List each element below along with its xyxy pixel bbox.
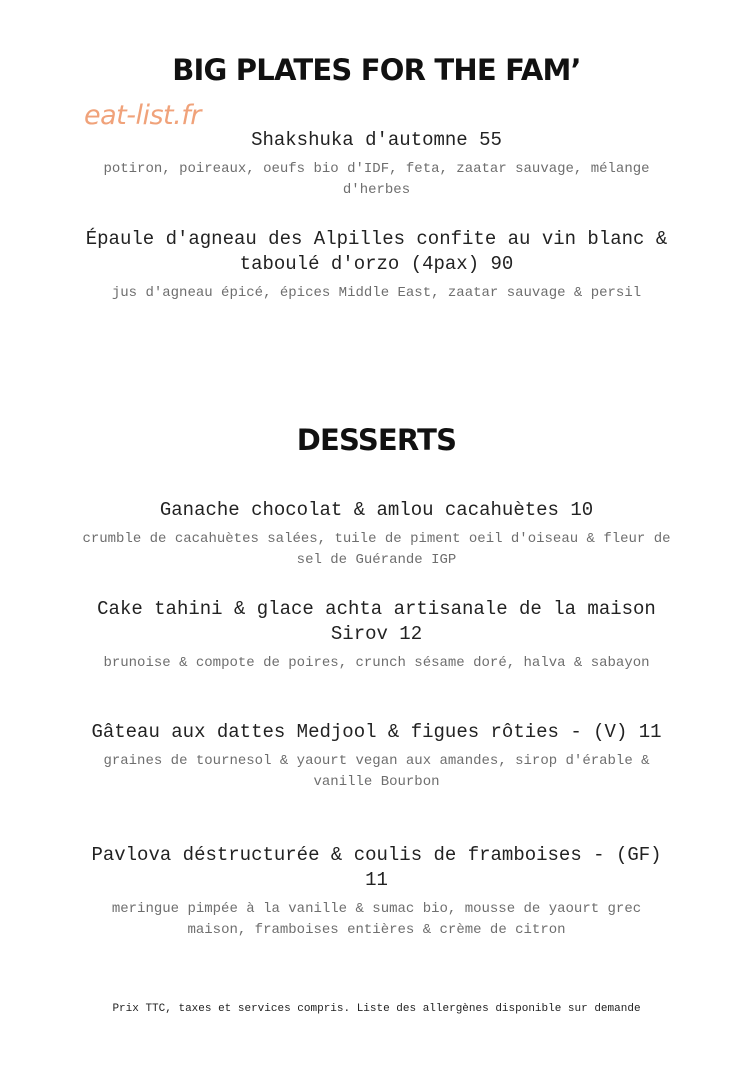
menu-item-name: Ganache chocolat & amlou cacahuètes 10: [159, 499, 594, 521]
menu-item-name: Cake tahini & glace achta artisanale de la maison Sirov 12: [97, 598, 656, 645]
menu-item: [80, 227, 673, 304]
menu-item-description: crumble de cacahuètes salées, tuile de piment oeil d'oiseau & fleur de sel de Guérande IGP: [82, 531, 671, 568]
watermark-logo: eat-list.fr: [84, 100, 201, 131]
menu-item: [80, 843, 673, 941]
menu-item-name: Pavlova déstructurée & coulis de framboises - (GF) 11: [91, 844, 662, 891]
menu-item-name: Gâteau aux dattes Medjool & figues rôties - (V) 11: [91, 721, 662, 743]
menu-item-name: Épaule d'agneau des Alpilles confite au vin blanc & taboulé d'orzo (4pax) 90: [85, 228, 668, 275]
section-title-big-plates: BIG PLATES FOR THE FAM’: [172, 53, 581, 87]
menu-item-description: brunoise & compote de poires, crunch sésame doré, halva & sabayon: [103, 655, 650, 671]
menu-item: [80, 498, 673, 571]
menu-item-description: potiron, poireaux, oeufs bio d'IDF, feta, zaatar sauvage, mélange d'herbes: [103, 161, 650, 198]
menu-item-description: jus d'agneau épicé, épices Middle East, zaatar sauvage & persil: [111, 285, 642, 301]
menu-item-description: graines de tournesol & yaourt vegan aux amandes, sirop d'érable & vanille Bourbon: [103, 753, 650, 790]
menu-item: [80, 128, 673, 201]
menu-item: [80, 597, 673, 674]
section-title-desserts: DESSERTS: [296, 423, 457, 457]
menu-item-description: meringue pimpée à la vanille & sumac bio, mousse de yaourt grec maison, framboises entières & crème de citron: [111, 901, 642, 938]
menu-item: [80, 720, 673, 793]
menu-item-name: Shakshuka d'automne 55: [251, 129, 502, 151]
footer-note: Prix TTC, taxes et services compris. Liste des allergènes disponible sur demande: [112, 1003, 641, 1015]
